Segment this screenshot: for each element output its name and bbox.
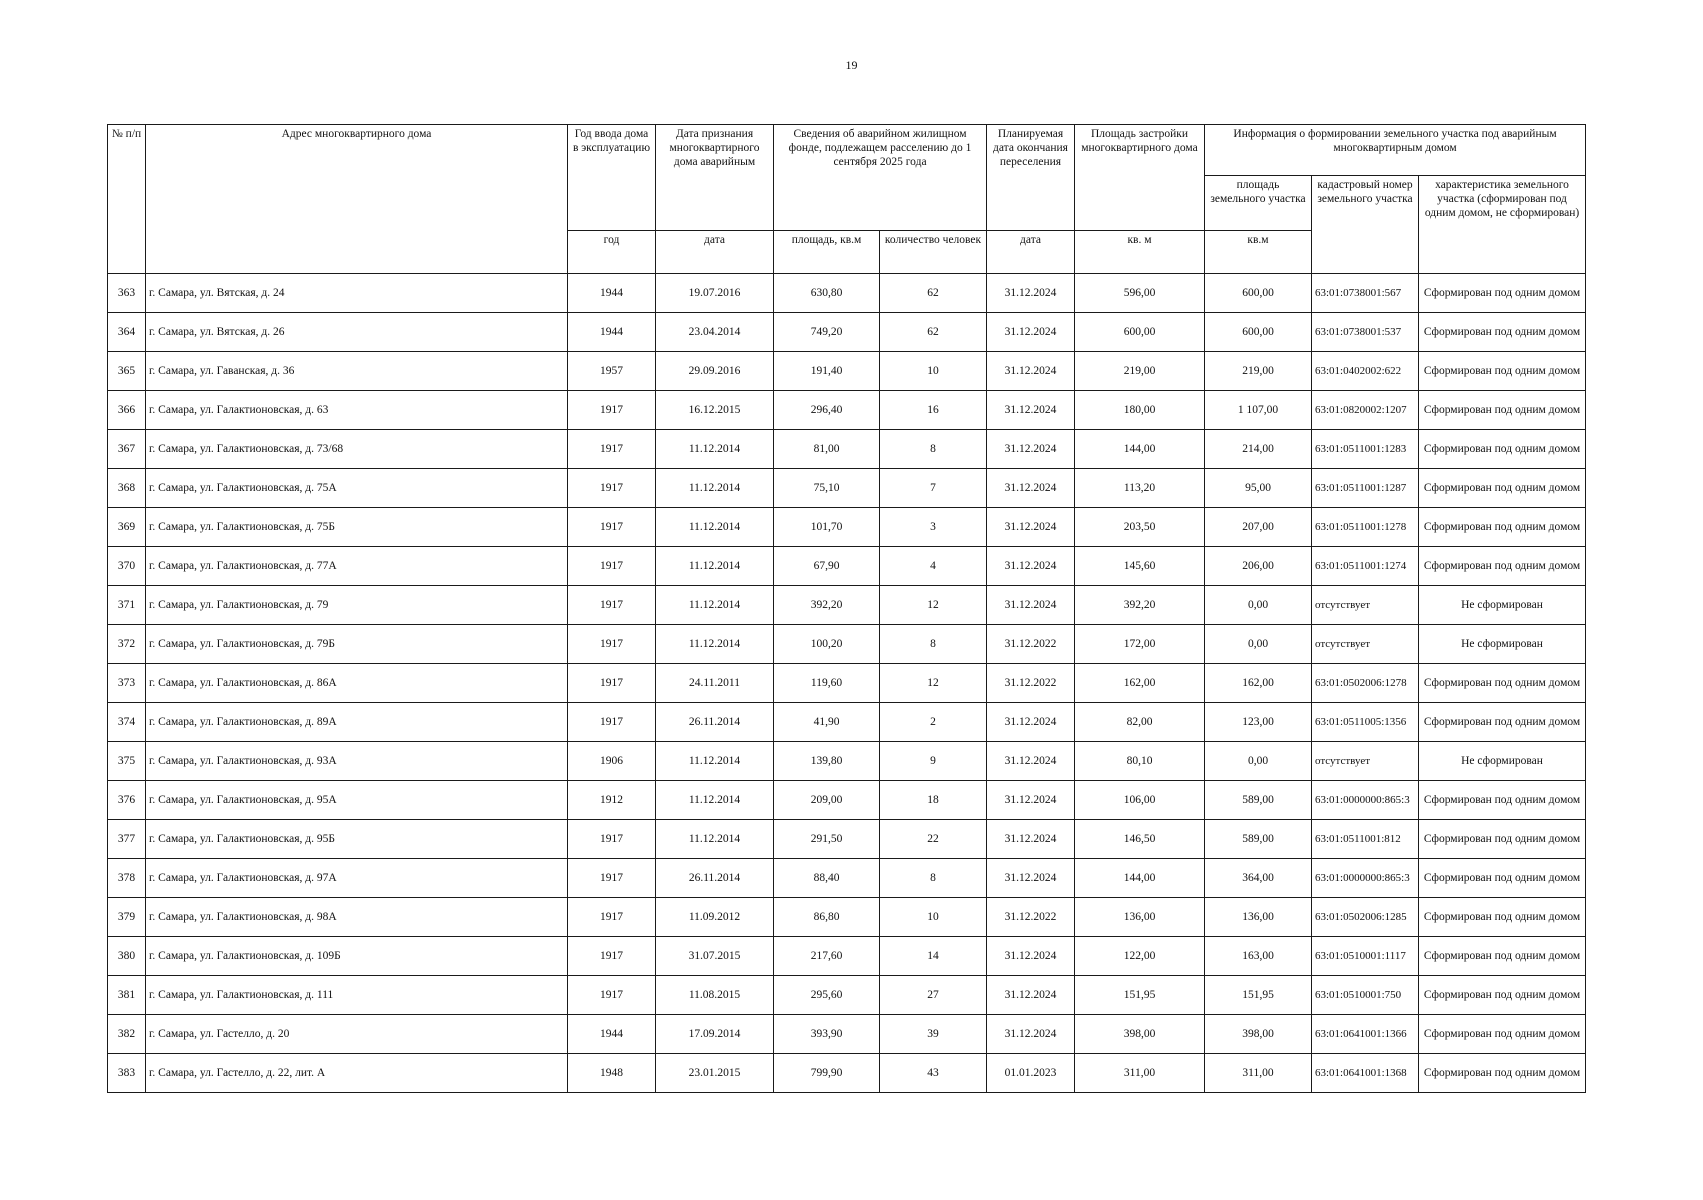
- cell-cadastral: 63:01:0511001:1274: [1312, 547, 1419, 586]
- cell-end-date: 31.12.2024: [987, 742, 1075, 781]
- cell-end-date: 31.12.2024: [987, 547, 1075, 586]
- cell-people: 9: [880, 742, 987, 781]
- cell-build-area: 180,00: [1075, 391, 1205, 430]
- cell-cadastral: 63:01:0402002:622: [1312, 352, 1419, 391]
- cell-num: 378: [108, 859, 146, 898]
- cell-num: 377: [108, 820, 146, 859]
- table-row: [108, 430, 1586, 469]
- cell-status: Сформирован под одним домом: [1419, 820, 1586, 859]
- table-row: [108, 742, 1586, 781]
- cell-land-area: 1 107,00: [1205, 391, 1312, 430]
- cell-build-area: 311,00: [1075, 1054, 1205, 1093]
- cell-land-area: 151,95: [1205, 976, 1312, 1015]
- cell-people: 8: [880, 625, 987, 664]
- cell-build-area: 122,00: [1075, 937, 1205, 976]
- cell-land-area: 163,00: [1205, 937, 1312, 976]
- header-land-info: Информация о формировании земельного участка под аварийным многоквартирным домом: [1205, 125, 1586, 176]
- header-address: Адрес многоквартирного дома: [146, 125, 568, 274]
- cell-year: 1917: [568, 391, 656, 430]
- cell-address: г. Самара, ул. Галактионовская, д. 95Б: [146, 820, 568, 859]
- cell-year: 1917: [568, 976, 656, 1015]
- cell-area: 100,20: [774, 625, 880, 664]
- cell-cadastral: 63:01:0502006:1285: [1312, 898, 1419, 937]
- cell-year: 1917: [568, 703, 656, 742]
- cell-num: 363: [108, 274, 146, 313]
- cell-land-area: 398,00: [1205, 1015, 1312, 1054]
- cell-address: г. Самара, ул. Галактионовская, д. 73/68: [146, 430, 568, 469]
- cell-num: 379: [108, 898, 146, 937]
- cell-end-date: 31.12.2024: [987, 820, 1075, 859]
- cell-address: г. Самара, ул. Галактионовская, д. 75А: [146, 469, 568, 508]
- cell-cadastral: 63:01:0511001:1278: [1312, 508, 1419, 547]
- cell-address: г. Самара, ул. Галактионовская, д. 95А: [146, 781, 568, 820]
- cell-build-area: 151,95: [1075, 976, 1205, 1015]
- cell-num: 375: [108, 742, 146, 781]
- cell-num: 373: [108, 664, 146, 703]
- cell-address: г. Самара, ул. Галактионовская, д. 79Б: [146, 625, 568, 664]
- table-row: [108, 547, 1586, 586]
- cell-end-date: 31.12.2022: [987, 664, 1075, 703]
- cell-num: 370: [108, 547, 146, 586]
- cell-cadastral: отсутствует: [1312, 742, 1419, 781]
- cell-status: Сформирован под одним домом: [1419, 508, 1586, 547]
- cell-people: 22: [880, 820, 987, 859]
- table-row: [108, 1015, 1586, 1054]
- emergency-housing-table: [107, 124, 1586, 1093]
- cell-build-area: 146,50: [1075, 820, 1205, 859]
- cell-year: 1917: [568, 547, 656, 586]
- cell-people: 12: [880, 586, 987, 625]
- cell-status: Сформирован под одним домом: [1419, 781, 1586, 820]
- page-number: 19: [845, 58, 858, 72]
- cell-num: 382: [108, 1015, 146, 1054]
- cell-address: г. Самара, ул. Вятская, д. 26: [146, 313, 568, 352]
- cell-status: Сформирован под одним домом: [1419, 274, 1586, 313]
- cell-area: 393,90: [774, 1015, 880, 1054]
- cell-num: 365: [108, 352, 146, 391]
- cell-year: 1906: [568, 742, 656, 781]
- cell-year: 1917: [568, 859, 656, 898]
- cell-people: 62: [880, 313, 987, 352]
- cell-num: 372: [108, 625, 146, 664]
- header-num: № п/п: [108, 125, 146, 274]
- cell-land-area: 600,00: [1205, 313, 1312, 352]
- cell-num: 369: [108, 508, 146, 547]
- cell-year: 1917: [568, 625, 656, 664]
- cell-end-date: 31.12.2024: [987, 508, 1075, 547]
- cell-land-area: 311,00: [1205, 1054, 1312, 1093]
- cell-status: Сформирован под одним домом: [1419, 703, 1586, 742]
- cell-status: Сформирован под одним домом: [1419, 976, 1586, 1015]
- cell-area: 139,80: [774, 742, 880, 781]
- cell-status: Сформирован под одним домом: [1419, 859, 1586, 898]
- table-row: [108, 274, 1586, 313]
- cell-num: 381: [108, 976, 146, 1015]
- cell-build-area: 219,00: [1075, 352, 1205, 391]
- table-row: [108, 1054, 1586, 1093]
- cell-people: 16: [880, 391, 987, 430]
- cell-date: 11.12.2014: [656, 820, 774, 859]
- cell-date: 11.12.2014: [656, 586, 774, 625]
- cell-build-area: 145,60: [1075, 547, 1205, 586]
- cell-end-date: 31.12.2022: [987, 625, 1075, 664]
- unit-sqm: кв. м: [1075, 231, 1205, 274]
- cell-date: 29.09.2016: [656, 352, 774, 391]
- cell-people: 12: [880, 664, 987, 703]
- table-row: [108, 586, 1586, 625]
- cell-land-area: 219,00: [1205, 352, 1312, 391]
- cell-date: 11.12.2014: [656, 781, 774, 820]
- cell-cadastral: 63:01:0510001:750: [1312, 976, 1419, 1015]
- cell-build-area: 106,00: [1075, 781, 1205, 820]
- cell-area: 209,00: [774, 781, 880, 820]
- cell-address: г. Самара, ул. Гастелло, д. 22, лит. А: [146, 1054, 568, 1093]
- unit-people: количество человек: [880, 231, 987, 274]
- cell-status: Сформирован под одним домом: [1419, 430, 1586, 469]
- cell-land-area: 589,00: [1205, 781, 1312, 820]
- cell-date: 24.11.2011: [656, 664, 774, 703]
- cell-cadastral: 63:01:0000000:865:3: [1312, 859, 1419, 898]
- cell-date: 16.12.2015: [656, 391, 774, 430]
- cell-cadastral: 63:01:0511005:1356: [1312, 703, 1419, 742]
- unit-date-2: дата: [987, 231, 1075, 274]
- cell-year: 1957: [568, 352, 656, 391]
- cell-date: 11.08.2015: [656, 976, 774, 1015]
- table-row: [108, 898, 1586, 937]
- table-row: [108, 352, 1586, 391]
- cell-end-date: 31.12.2024: [987, 1015, 1075, 1054]
- cell-land-area: 0,00: [1205, 742, 1312, 781]
- cell-cadastral: 63:01:0510001:1117: [1312, 937, 1419, 976]
- header-fund-info: Сведения об аварийном жилищном фонде, подлежащем расселению до 1 сентября 2025 года: [774, 125, 987, 231]
- cell-land-area: 364,00: [1205, 859, 1312, 898]
- cell-people: 7: [880, 469, 987, 508]
- cell-people: 4: [880, 547, 987, 586]
- cell-people: 39: [880, 1015, 987, 1054]
- cell-land-area: 0,00: [1205, 625, 1312, 664]
- cell-date: 26.11.2014: [656, 859, 774, 898]
- cell-land-area: 207,00: [1205, 508, 1312, 547]
- cell-land-area: 589,00: [1205, 820, 1312, 859]
- cell-area: 799,90: [774, 1054, 880, 1093]
- cell-status: Сформирован под одним домом: [1419, 1054, 1586, 1093]
- cell-people: 43: [880, 1054, 987, 1093]
- cell-year: 1944: [568, 274, 656, 313]
- cell-cadastral: 63:01:0738001:537: [1312, 313, 1419, 352]
- cell-area: 41,90: [774, 703, 880, 742]
- cell-date: 23.04.2014: [656, 313, 774, 352]
- cell-area: 295,60: [774, 976, 880, 1015]
- cell-status: Не сформирован: [1419, 742, 1586, 781]
- cell-status: Сформирован под одним домом: [1419, 898, 1586, 937]
- cell-build-area: 113,20: [1075, 469, 1205, 508]
- cell-address: г. Самара, ул. Галактионовская, д. 63: [146, 391, 568, 430]
- cell-end-date: 31.12.2024: [987, 976, 1075, 1015]
- cell-people: 2: [880, 703, 987, 742]
- cell-build-area: 80,10: [1075, 742, 1205, 781]
- table-row: [108, 781, 1586, 820]
- table-body: [108, 274, 1586, 1093]
- cell-year: 1917: [568, 586, 656, 625]
- cell-people: 62: [880, 274, 987, 313]
- cell-people: 10: [880, 352, 987, 391]
- header-land-area: площадь земельного участка: [1205, 176, 1312, 231]
- cell-cadastral: 63:01:0502006:1278: [1312, 664, 1419, 703]
- cell-end-date: 31.12.2024: [987, 586, 1075, 625]
- cell-end-date: 01.01.2023: [987, 1054, 1075, 1093]
- cell-date: 11.12.2014: [656, 469, 774, 508]
- cell-end-date: 31.12.2024: [987, 781, 1075, 820]
- cell-end-date: 31.12.2024: [987, 352, 1075, 391]
- cell-year: 1944: [568, 313, 656, 352]
- cell-people: 18: [880, 781, 987, 820]
- cell-land-area: 206,00: [1205, 547, 1312, 586]
- cell-land-area: 162,00: [1205, 664, 1312, 703]
- cell-num: 380: [108, 937, 146, 976]
- cell-cadastral: 63:01:0820002:1207: [1312, 391, 1419, 430]
- cell-year: 1917: [568, 664, 656, 703]
- cell-address: г. Самара, ул. Галактионовская, д. 111: [146, 976, 568, 1015]
- cell-date: 11.09.2012: [656, 898, 774, 937]
- cell-year: 1944: [568, 1015, 656, 1054]
- cell-cadastral: 63:01:0738001:567: [1312, 274, 1419, 313]
- cell-area: 81,00: [774, 430, 880, 469]
- cell-status: Сформирован под одним домом: [1419, 352, 1586, 391]
- cell-people: 27: [880, 976, 987, 1015]
- cell-num: 383: [108, 1054, 146, 1093]
- cell-status: Сформирован под одним домом: [1419, 664, 1586, 703]
- table-row: [108, 664, 1586, 703]
- cell-cadastral: 63:01:0511001:812: [1312, 820, 1419, 859]
- header-planned-end: Планируемая дата окончания переселения: [987, 125, 1075, 231]
- cell-area: 75,10: [774, 469, 880, 508]
- table-row: [108, 820, 1586, 859]
- cell-area: 296,40: [774, 391, 880, 430]
- cell-area: 392,20: [774, 586, 880, 625]
- cell-cadastral: отсутствует: [1312, 586, 1419, 625]
- cell-year: 1912: [568, 781, 656, 820]
- cell-year: 1917: [568, 820, 656, 859]
- cell-date: 11.12.2014: [656, 508, 774, 547]
- cell-num: 366: [108, 391, 146, 430]
- cell-end-date: 31.12.2024: [987, 391, 1075, 430]
- cell-date: 26.11.2014: [656, 703, 774, 742]
- table-row: [108, 508, 1586, 547]
- cell-status: Сформирован под одним домом: [1419, 937, 1586, 976]
- cell-land-area: 0,00: [1205, 586, 1312, 625]
- cell-people: 8: [880, 859, 987, 898]
- table-row: [108, 313, 1586, 352]
- cell-build-area: 600,00: [1075, 313, 1205, 352]
- cell-num: 374: [108, 703, 146, 742]
- cell-year: 1948: [568, 1054, 656, 1093]
- header-cadastral: кадастровый номер земельного участка: [1312, 176, 1419, 274]
- cell-status: Сформирован под одним домом: [1419, 469, 1586, 508]
- cell-cadastral: 63:01:0641001:1366: [1312, 1015, 1419, 1054]
- cell-cadastral: 63:01:0641001:1368: [1312, 1054, 1419, 1093]
- cell-area: 291,50: [774, 820, 880, 859]
- cell-address: г. Самара, ул. Гаванская, д. 36: [146, 352, 568, 391]
- cell-status: Не сформирован: [1419, 586, 1586, 625]
- cell-address: г. Самара, ул. Галактионовская, д. 86А: [146, 664, 568, 703]
- cell-year: 1917: [568, 937, 656, 976]
- header-year: Год ввода дома в эксплуатацию: [568, 125, 656, 231]
- header-characteristic: характеристика земельного участка (сформирован под одним домом, не сформирован): [1419, 176, 1586, 274]
- cell-area: 101,70: [774, 508, 880, 547]
- cell-area: 86,80: [774, 898, 880, 937]
- table-row: [108, 391, 1586, 430]
- cell-date: 23.01.2015: [656, 1054, 774, 1093]
- cell-area: 217,60: [774, 937, 880, 976]
- cell-end-date: 31.12.2024: [987, 313, 1075, 352]
- cell-people: 3: [880, 508, 987, 547]
- cell-area: 191,40: [774, 352, 880, 391]
- cell-end-date: 31.12.2024: [987, 430, 1075, 469]
- cell-build-area: 596,00: [1075, 274, 1205, 313]
- cell-build-area: 82,00: [1075, 703, 1205, 742]
- cell-address: г. Самара, ул. Галактионовская, д. 93А: [146, 742, 568, 781]
- cell-address: г. Самара, ул. Галактионовская, д. 98А: [146, 898, 568, 937]
- cell-num: 364: [108, 313, 146, 352]
- cell-build-area: 162,00: [1075, 664, 1205, 703]
- cell-address: г. Самара, ул. Галактионовская, д. 89А: [146, 703, 568, 742]
- table-row: [108, 469, 1586, 508]
- cell-land-area: 214,00: [1205, 430, 1312, 469]
- cell-people: 14: [880, 937, 987, 976]
- cell-year: 1917: [568, 469, 656, 508]
- cell-status: Сформирован под одним домом: [1419, 391, 1586, 430]
- cell-status: Сформирован под одним домом: [1419, 313, 1586, 352]
- cell-build-area: 203,50: [1075, 508, 1205, 547]
- cell-address: г. Самара, ул. Галактионовская, д. 109Б: [146, 937, 568, 976]
- cell-area: 119,60: [774, 664, 880, 703]
- table-row: [108, 976, 1586, 1015]
- cell-num: 368: [108, 469, 146, 508]
- cell-num: 371: [108, 586, 146, 625]
- cell-year: 1917: [568, 508, 656, 547]
- cell-date: 19.07.2016: [656, 274, 774, 313]
- cell-date: 17.09.2014: [656, 1015, 774, 1054]
- cell-build-area: 136,00: [1075, 898, 1205, 937]
- cell-end-date: 31.12.2024: [987, 859, 1075, 898]
- header-build-area: Площадь застройки многоквартирного дома: [1075, 125, 1205, 231]
- cell-build-area: 144,00: [1075, 859, 1205, 898]
- cell-end-date: 31.12.2022: [987, 898, 1075, 937]
- cell-cadastral: отсутствует: [1312, 625, 1419, 664]
- cell-area: 749,20: [774, 313, 880, 352]
- cell-date: 11.12.2014: [656, 625, 774, 664]
- table-header: [108, 125, 1586, 274]
- table-row: [108, 937, 1586, 976]
- cell-cadastral: 63:01:0511001:1283: [1312, 430, 1419, 469]
- cell-cadastral: 63:01:0000000:865:3: [1312, 781, 1419, 820]
- cell-date: 11.12.2014: [656, 430, 774, 469]
- cell-area: 67,90: [774, 547, 880, 586]
- cell-land-area: 600,00: [1205, 274, 1312, 313]
- table-row: [108, 703, 1586, 742]
- cell-land-area: 123,00: [1205, 703, 1312, 742]
- cell-address: г. Самара, ул. Гастелло, д. 20: [146, 1015, 568, 1054]
- cell-num: 376: [108, 781, 146, 820]
- cell-area: 88,40: [774, 859, 880, 898]
- cell-date: 11.12.2014: [656, 547, 774, 586]
- cell-people: 10: [880, 898, 987, 937]
- cell-land-area: 136,00: [1205, 898, 1312, 937]
- cell-cadastral: 63:01:0511001:1287: [1312, 469, 1419, 508]
- cell-end-date: 31.12.2024: [987, 937, 1075, 976]
- cell-build-area: 172,00: [1075, 625, 1205, 664]
- table-row: [108, 859, 1586, 898]
- cell-build-area: 144,00: [1075, 430, 1205, 469]
- cell-address: г. Самара, ул. Галактионовская, д. 75Б: [146, 508, 568, 547]
- cell-address: г. Самара, ул. Галактионовская, д. 79: [146, 586, 568, 625]
- cell-date: 11.12.2014: [656, 742, 774, 781]
- cell-end-date: 31.12.2024: [987, 469, 1075, 508]
- cell-address: г. Самара, ул. Галактионовская, д. 77А: [146, 547, 568, 586]
- cell-year: 1917: [568, 430, 656, 469]
- unit-sqm-2: кв.м: [1205, 231, 1312, 274]
- cell-status: Не сформирован: [1419, 625, 1586, 664]
- cell-date: 31.07.2015: [656, 937, 774, 976]
- cell-land-area: 95,00: [1205, 469, 1312, 508]
- cell-address: г. Самара, ул. Галактионовская, д. 97А: [146, 859, 568, 898]
- cell-year: 1917: [568, 898, 656, 937]
- cell-address: г. Самара, ул. Вятская, д. 24: [146, 274, 568, 313]
- cell-end-date: 31.12.2024: [987, 274, 1075, 313]
- cell-build-area: 398,00: [1075, 1015, 1205, 1054]
- cell-num: 367: [108, 430, 146, 469]
- cell-build-area: 392,20: [1075, 586, 1205, 625]
- unit-area: площадь, кв.м: [774, 231, 880, 274]
- cell-people: 8: [880, 430, 987, 469]
- header-date-emergency: Дата признания многоквартирного дома аварийным: [656, 125, 774, 231]
- unit-date: дата: [656, 231, 774, 274]
- cell-area: 630,80: [774, 274, 880, 313]
- cell-end-date: 31.12.2024: [987, 703, 1075, 742]
- cell-status: Сформирован под одним домом: [1419, 1015, 1586, 1054]
- unit-year: год: [568, 231, 656, 274]
- table-row: [108, 625, 1586, 664]
- cell-status: Сформирован под одним домом: [1419, 547, 1586, 586]
